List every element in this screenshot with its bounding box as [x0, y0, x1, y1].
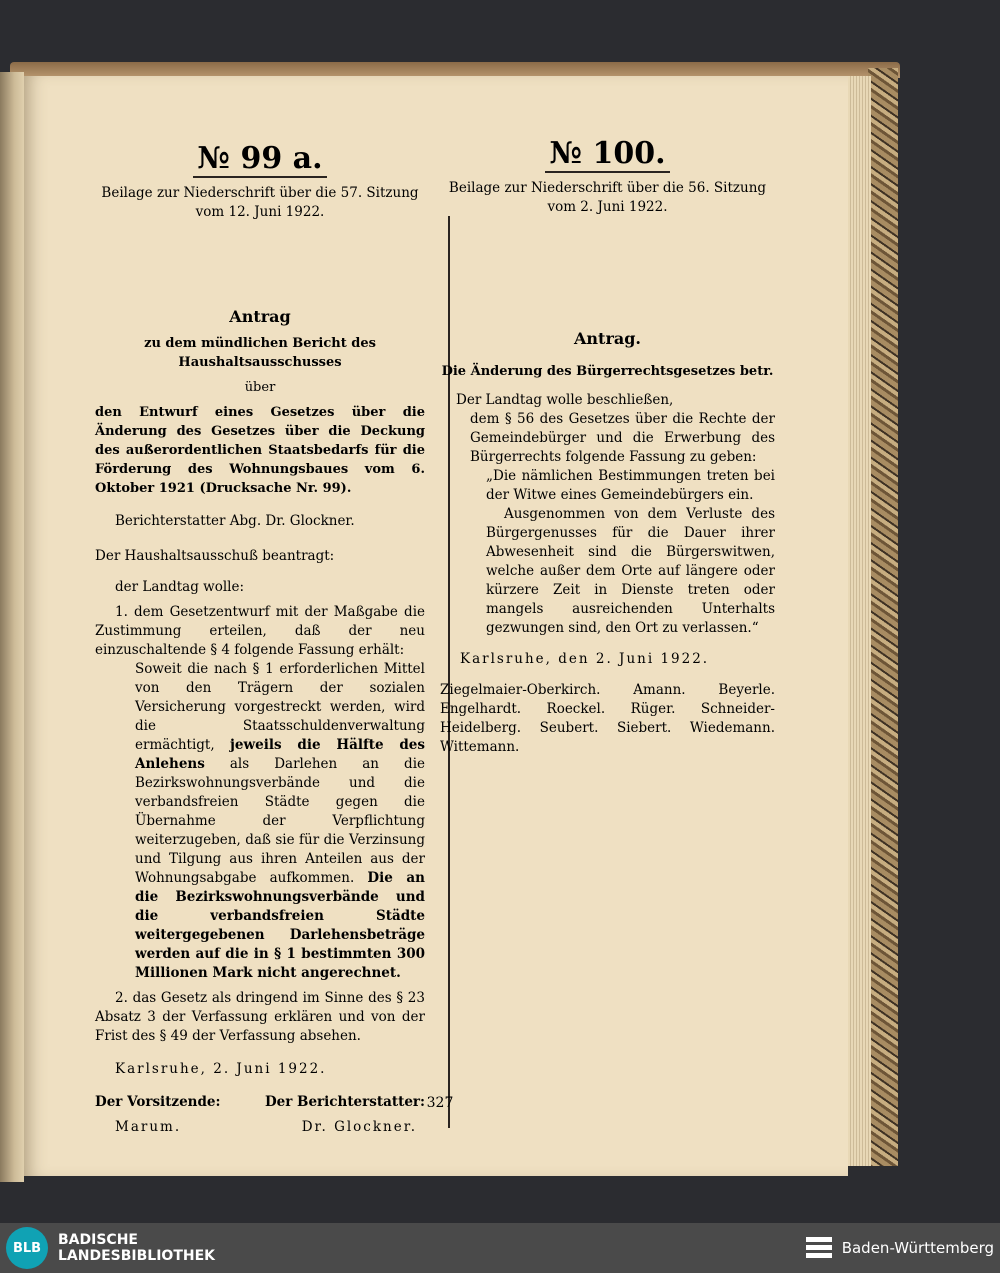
document-number-right: № 100. [440, 135, 775, 173]
signature-row [95, 1093, 425, 1137]
berichterstatter-block: Der Berichterstatter: Dr. Glockner. [264, 1094, 425, 1135]
antrag-subject-right: Die Änderung des Bürgerrechtsgesetzes betr. [441, 364, 774, 379]
antrag-heading-right: Antrag. [574, 329, 641, 348]
beilage-note-right: Beilage zur Niederschrift über die 56. Sitzung vom 2. Juni 1922. [448, 180, 767, 215]
quote-paragraph-2: Ausgenommen von dem Verluste des Bürgergenusses für die Dauer ihrer Abwesenheit sind die Bürgerswitwen, welche außer dem Orte auf längere oder kürzere Zeit in Dienste treten oder mangels ausreichenden Unterhalts gezwungen sind, den Ort zu verlassen.“ [486, 506, 775, 636]
right-column [440, 135, 775, 757]
antrag-subtitle: zu dem mündlichen Bericht des Haushaltsausschusses [144, 336, 376, 370]
landtag-line: der Landtag wolle: [115, 579, 244, 595]
page-number: 327 [426, 1095, 454, 1111]
book-left-edge [0, 72, 24, 1182]
lions-icon [804, 1233, 834, 1263]
state-branding[interactable] [804, 1233, 1000, 1263]
blb-logo: BLB [6, 1227, 48, 1269]
antrag-heading: Antrag [229, 307, 291, 326]
left-column [95, 140, 425, 1137]
place-date: Karlsruhe, 2. Juni 1922. [115, 1061, 327, 1077]
beilage-note: Beilage zur Niederschrift über die 57. Sitzung vom 12. Juni 1922. [101, 185, 419, 220]
antrag-subject: den Entwurf eines Gesetzes über die Änderung des Gesetzes über die Deckung des außerordentlichen Staatsbedarfs für die Förderung des Wohnungsbaues vom 6. Oktober 1921 (Drucksache Nr. 99). [95, 405, 425, 496]
body-paragraph: dem § 56 des Gesetzes über die Rechte der Gemeindebürger und die Erwerbung des Bürgerrechts folgende Fassung zu geben: [470, 411, 775, 465]
beantragt-line: Der Haushaltsausschuß beantragt: [95, 548, 335, 564]
library-branding[interactable] [0, 1227, 215, 1269]
document-number: № 99 a. [95, 140, 425, 178]
vorsitzende-block: Der Vorsitzende: Marum. [95, 1094, 221, 1135]
footer-bar [0, 1223, 1000, 1273]
signers-list: Ziegelmaier-Oberkirch. Amann. Beyerle. Engelhardt. Roeckel. Rüger. Schneider-Heidelberg. Seubert. Siebert. Wiedemann. Wittemann. [440, 682, 775, 755]
page-stack [845, 76, 871, 1166]
antrag-ueber: über [244, 380, 276, 395]
item-1: 1. dem Gesetzentwurf mit der Maßgabe die Zustimmung erteilen, daß der neu einzuschaltende § 4 folgende Fassung erhält: [95, 604, 425, 658]
quoted-paragraph: Soweit die nach § 1 erforderlichen Mittel von den Trägern der sozialen Versicherung vorgestreckt werden, wird die Staatsschuldenverwaltung ermächtigt, jeweils die Hälfte des Anlehens als Darlehen an die Bezirkswohnungsverbände und die verbandsfreien Städte gegen die Übernahme der Verpflichtung weiterzugeben, daß sie für die Verzinsung und Tilgung aus ihren Anteilen aus der Wohnungsabgabe aufkommen. Die an die Bezirkswohnungsverbände und die verbandsfreien Städte weitergegebenen Darlehensbeträge werden auf die in § 1 bestimmten 300 Millionen Mark nicht angerechnet. [135, 661, 425, 981]
place-date-right: Karlsruhe, den 2. Juni 1922. [460, 651, 710, 667]
library-name: BADISCHE LANDESBIBLIOTHEK [58, 1232, 216, 1264]
intro-line: Der Landtag wolle beschließen, [456, 392, 674, 408]
state-name: Baden-Württemberg [841, 1239, 994, 1257]
quote-paragraph-1: „Die nämlichen Bestimmungen treten bei der Witwe eines Gemeindebürgers ein. [486, 468, 775, 503]
marbled-edge [868, 68, 898, 1166]
item-2: 2. das Gesetz als dringend im Sinne des § 23 Absatz 3 der Verfassung erklären und von der Frist des § 49 der Verfassung absehen. [95, 990, 425, 1044]
berichterstatter-line: Berichterstatter Abg. Dr. Glockner. [115, 513, 355, 529]
